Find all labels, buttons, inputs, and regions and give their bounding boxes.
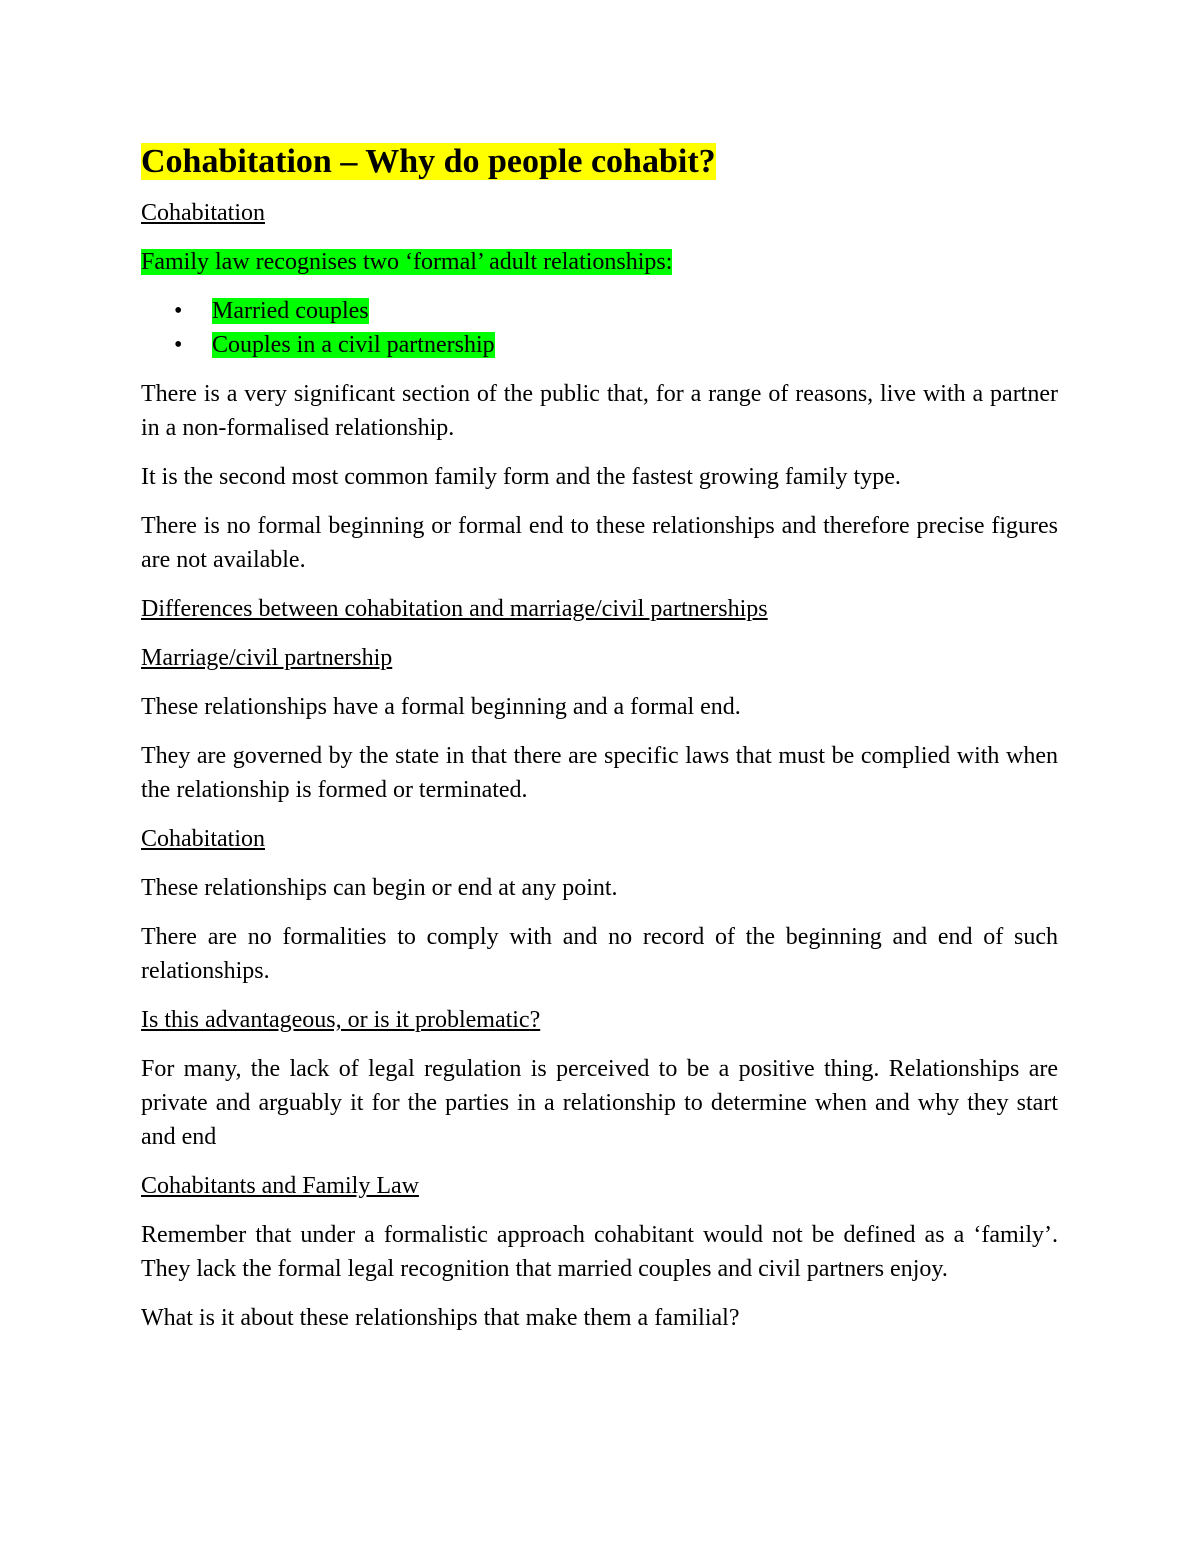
paragraph-marriage-governed: They are governed by the state in that there are specific laws that must be complied with when the relationship is formed or terminated. [141,743,1058,803]
section-heading-differences: Differences between cohabitation and marriage/civil partnerships [141,596,768,622]
bullet-icon: • [174,332,183,358]
recognition-intro-text: Family law recognises two ‘formal’ adult relationships: [141,249,673,275]
relationship-list [141,294,1058,362]
section-heading-family-law: Cohabitants and Family Law [141,1173,419,1199]
paragraph-public-section: There is a very significant section of the public that, for a range of reasons, live with a partner in a non-formalised relationship. [141,381,1058,441]
section-heading-question: Is this advantageous, or is it problematic? [141,1007,541,1033]
paragraph-lack-of-regulation: For many, the lack of legal regulation is perceived to be a positive thing. Relationships are private and arguably it for the parties in a relationship to determine when and why they start and end [141,1056,1058,1150]
recognition-intro [141,245,1058,279]
title-text: Cohabitation – Why do people cohabit? [141,143,716,180]
paragraph-formalistic-approach: Remember that under a formalistic approach cohabitant would not be defined as a ‘family’. They lack the formal legal recognition that married couples and civil partners enjoy. [141,1222,1058,1282]
section-heading-cohabitation: Cohabitation [141,200,265,226]
paragraph-cohab-begin-end: These relationships can begin or end at any point. [141,875,618,901]
paragraph-no-formal-beginning: There is no formal beginning or formal end to these relationships and therefore precise figures are not available. [141,513,1058,573]
list-item-text: Married couples [212,298,369,324]
paragraph-cohab-no-formalities: There are no formalities to comply with and no record of the beginning and end of such relationships. [141,924,1058,984]
paragraph-marriage-formal: These relationships have a formal beginning and a formal end. [141,694,741,720]
document-title [141,140,1058,184]
list-item [141,294,1058,328]
section-heading-marriage: Marriage/civil partnership [141,645,393,671]
list-item [141,328,1058,362]
section-heading-cohabitation-2: Cohabitation [141,826,265,852]
document-page [141,140,1058,1350]
paragraph-second-most-common: It is the second most common family form and the fastest growing family type. [141,464,901,490]
bullet-icon: • [174,298,183,324]
paragraph-closing-question: What is it about these relationships that make them a familial? [141,1305,740,1331]
list-item-text: Couples in a civil partnership [212,332,495,358]
